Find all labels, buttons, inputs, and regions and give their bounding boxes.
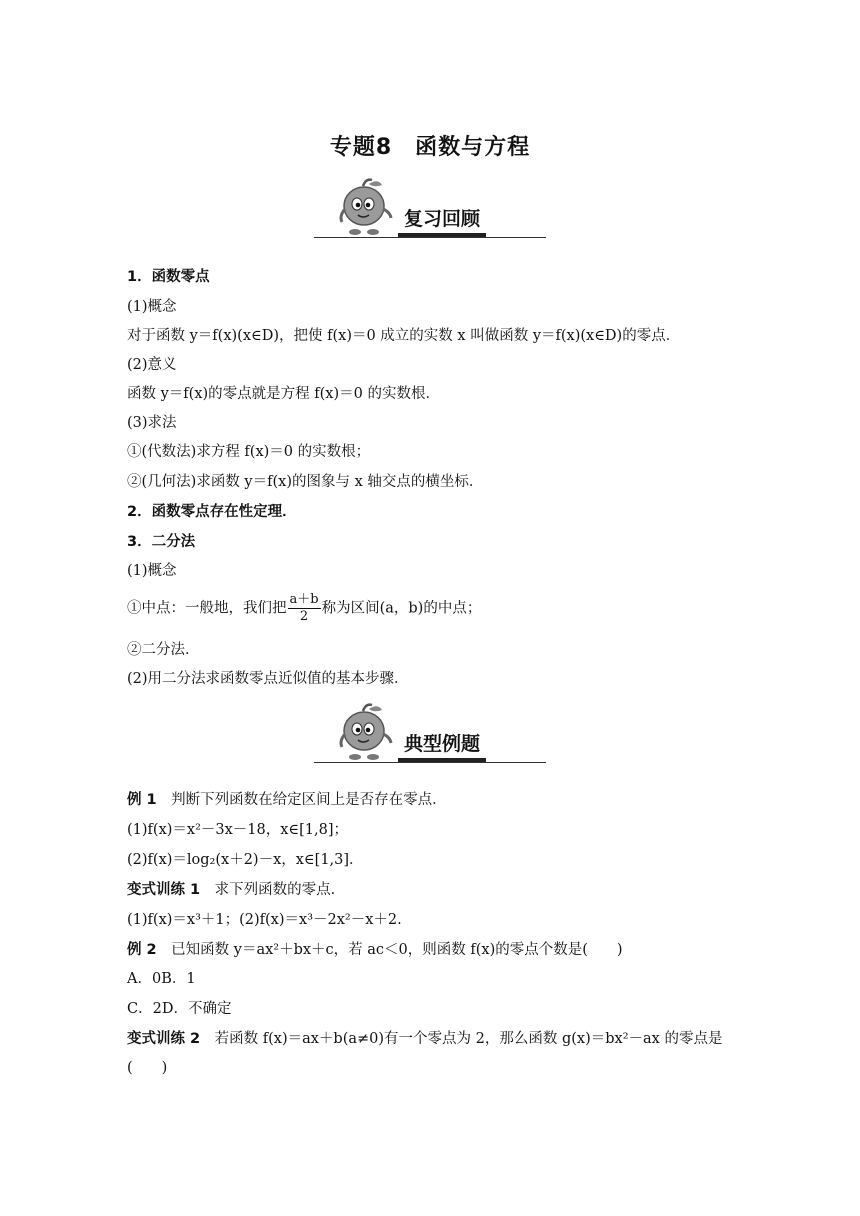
section-banner-review — [314, 176, 546, 238]
example-text: 判断下列函数在给定区间上是否存在零点． — [156, 792, 447, 808]
variant-2 — [127, 1029, 722, 1049]
text-line: (2)意义 — [127, 357, 177, 373]
page-title: 专题8 函数与方程 — [329, 135, 531, 160]
text-line: (3)求法 — [127, 415, 177, 431]
heading-zero-points: 1．函数零点 — [127, 269, 210, 285]
mascot-icon — [336, 701, 394, 763]
text-line: (1)概念 — [127, 563, 177, 579]
banner-label: 典型例题 — [404, 733, 481, 755]
text-line: (1)概念 — [127, 299, 177, 315]
text-line: ②二分法． — [127, 642, 200, 658]
text-fragment: 称为区间(a，b)的中点； — [321, 600, 482, 617]
text-line: (2)用二分法求函数零点近似值的基本步骤． — [127, 671, 409, 687]
heading-bisection: 3．二分法 — [127, 534, 196, 550]
text-line: ①(代数法)求方程 f(x)＝0 的实数根； — [127, 444, 371, 460]
example-1 — [127, 790, 447, 810]
banner-label: 复习回顾 — [404, 208, 481, 230]
text-line: (2)f(x)＝log₂(x＋2)－x，x∈[1,3]． — [127, 852, 364, 868]
text-fragment: ①中点：一般地，我们把 — [127, 600, 287, 617]
mascot-icon — [336, 176, 394, 238]
example-text: 已知函数 y＝ax²＋bx＋c，若 ac＜0，则函数 f(x)的零点个数是( ) — [156, 942, 623, 958]
text-line: ②(几何法)求函数 y＝f(x)的图象与 x 轴交点的横坐标． — [127, 474, 484, 490]
choice-line: C．2D．不确定 — [127, 1001, 232, 1017]
choice-line: A．0B．1 — [127, 971, 196, 987]
text-line-midpoint — [127, 592, 481, 625]
fraction — [288, 592, 321, 625]
fraction-denominator: 2 — [299, 609, 309, 624]
text-line: 函数 y＝f(x)的零点就是方程 f(x)＝0 的实数根． — [127, 386, 440, 402]
heading-existence-theorem: 2．函数零点存在性定理． — [127, 504, 297, 520]
variant-label: 变式训练 2 — [127, 1031, 201, 1047]
text-line: (1)f(x)＝x³＋1；(2)f(x)＝x³－2x²－x＋2. — [127, 912, 402, 928]
text-line: (1)f(x)＝x²－3x－18，x∈[1,8]； — [127, 822, 349, 838]
example-2 — [127, 940, 623, 960]
banner-rule — [314, 762, 546, 763]
text-line: 对于函数 y＝f(x)(x∈D)，把使 f(x)＝0 成立的实数 x 叫做函数 y＝f(x)(x∈D)的零点． — [127, 328, 681, 344]
variant-text: 若函数 f(x)＝ax＋b(a≠0)有一个零点为 2，那么函数 g(x)＝bx²－ax 的零点是 — [200, 1031, 723, 1047]
example-label: 例 2 — [127, 942, 157, 958]
example-label: 例 1 — [127, 792, 157, 808]
text-line: ( ) — [127, 1060, 168, 1076]
variant-label: 变式训练 1 — [127, 882, 201, 898]
banner-rule — [314, 237, 546, 238]
variant-1 — [127, 880, 345, 900]
variant-text: 求下列函数的零点． — [200, 882, 346, 898]
fraction-numerator: a＋b — [289, 592, 319, 607]
section-banner-examples — [314, 701, 546, 763]
